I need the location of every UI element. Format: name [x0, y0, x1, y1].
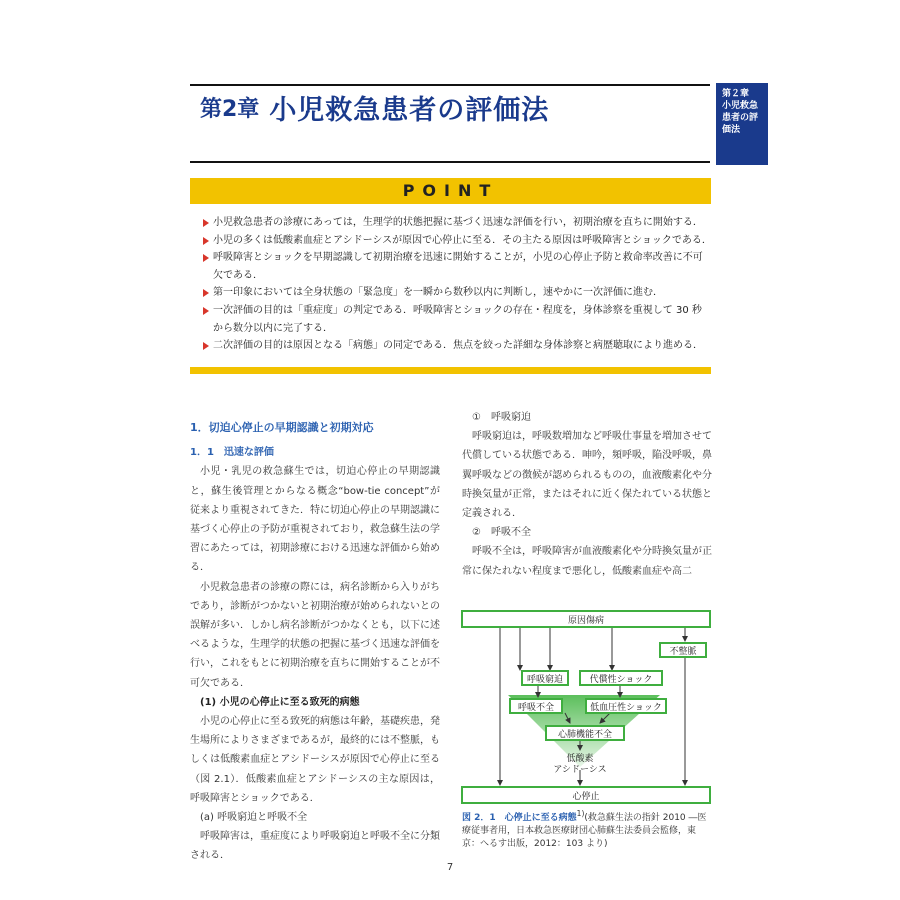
side-tab-line: 患者の評 — [722, 113, 759, 123]
point-item-text: 小児救急患者の診療にあっては，生理学的状態把握に基づく迅速な評価を行い，初期治療を直ちに開始する． — [213, 217, 703, 228]
side-tab-line: 小児救急 — [722, 101, 759, 111]
figure-caption — [462, 807, 712, 851]
point-item — [203, 214, 708, 232]
point-item — [203, 249, 708, 284]
cardiopulmonary-failure-label: 心肺機能不全 — [557, 730, 613, 740]
point-item-text: 呼吸障害とショックを早期認識して初期治療を迅速に開始することが，小児の心停止予防と救命率改善に不可欠である． — [213, 252, 703, 281]
point-item — [203, 302, 708, 337]
point-item-text: 一次評価の目的は「重症度」の判定である．呼吸障害とショックの存在・程度を，身体診察を重視して 30 秒から数分以内に完了する． — [213, 304, 702, 334]
point-item-text: 二次評価の目的は原因となる「病態」の同定である．焦点を絞った詳細な身体診察と病歴聴取により進める． — [213, 340, 703, 352]
right-column — [462, 408, 712, 581]
red-triangle-icon — [203, 307, 209, 315]
cardiac-arrest-pathway-diagram — [460, 605, 712, 805]
point-item — [203, 284, 708, 302]
point-title: POINT — [402, 181, 499, 200]
item-heading: ② 呼吸不全 — [472, 527, 531, 539]
chapter-name: 小児救急患者の評価法 — [269, 95, 550, 126]
red-triangle-icon — [203, 219, 209, 227]
chapter-side-tab — [716, 83, 768, 165]
subsection-heading: 1．1 迅速な評価 — [190, 447, 274, 459]
point-item — [203, 337, 708, 355]
caption-label: 図 2．1 心停止に至る病態 — [462, 813, 577, 823]
point-item-text: 第一印象においては全身状態の「緊急度」を一瞬から数秒以内に判断し，速やかに一次評価に進む． — [213, 287, 663, 299]
chapter-title — [200, 88, 549, 128]
chapter-number: 第2章 — [200, 97, 260, 122]
paragraph: 呼吸障害は，重症度により呼吸窮迫と呼吸不全に分類される． — [190, 831, 440, 862]
side-tab-line: 第２章 — [722, 89, 750, 99]
resp-distress-label: 呼吸窮迫 — [526, 675, 564, 685]
cause-label: 原因傷病 — [567, 616, 605, 626]
left-column — [190, 418, 440, 866]
point-banner — [190, 178, 711, 204]
paragraph: 呼吸窮迫は，呼吸数増加など呼吸仕事量を増加させて代償している状態である．呻吟，頻呼吸，陥没呼吸，鼻翼呼吸などの徴候が認められるものの，血液酸素化や分時換気量が正常，またはそれに近く保たれている状態と定義される． — [462, 431, 712, 520]
sub-heading-a: (a) 呼吸窮迫と呼吸不全 — [200, 812, 308, 824]
paragraph: 呼吸不全は，呼吸障害が血液酸素化や分時換気量が正常に保たれない程度まで悪化し，低酸素血症や高二 — [462, 546, 712, 577]
header-bottom-rule — [190, 161, 710, 163]
caption-text: (救急蘇生法の指針 2010 ―医療従事者用，日本救急医療財団心肺蘇生法委員会監修，東京：へるす出版，2012：103 より) — [462, 813, 707, 849]
item-heading: ① 呼吸窮迫 — [472, 412, 531, 423]
arrhythmia-label: 不整脈 — [669, 647, 697, 657]
bold-heading: (1) 小児の心停止に至る致死的病態 — [200, 696, 360, 708]
red-triangle-icon — [203, 254, 209, 262]
caption-ref: 1) — [576, 809, 585, 818]
paragraph: 小児救急患者の診療の際には，病名診断から入りがちであり，診断がつかないと初期治療が始められないとの誤解が多い．しかし病名診断がつかなくとも，以下に述べるような，生理学的状態の把握に基づく迅速な評価を行い，これをもとに初期治療を直ちに開始することが不可欠である． — [190, 581, 440, 689]
point-list — [203, 214, 712, 355]
compensated-shock-label: 代償性ショック — [589, 675, 653, 685]
resp-failure-label: 呼吸不全 — [517, 703, 555, 713]
red-triangle-icon — [203, 289, 209, 297]
acidosis-label: アシドーシス — [553, 765, 607, 775]
point-item — [203, 232, 712, 250]
section-heading: 1．切迫心停止の早期認識と初期対応 — [190, 421, 374, 434]
red-triangle-icon — [203, 237, 209, 245]
arrest-label: 心停止 — [572, 792, 600, 802]
hypotensive-shock-label: 低血圧性ショック — [590, 703, 662, 713]
side-tab-line: 価法 — [722, 125, 741, 135]
paragraph: 小児・乳児の救急蘇生では，切迫心停止の早期認識と，蘇生後管理とからなる概念“bow-tie concept”が従来より重視されてきた．特に切迫心停止の早期認識に基づく心停止の予防が重視されており，救急蘇生法の学習にあたっては，初期診療における迅速な評価から始める． — [190, 466, 440, 574]
paragraph: 小児の心停止に至る致死的病態は年齢，基礎疾患，発生場所によりさまざまであるが，最終的には不整脈，もしくは低酸素血症とアシドーシスが原因で心停止に至る（図 2.1）．低酸素血症とアシドーシスの主な原因は，呼吸障害とショックである． — [190, 716, 440, 804]
point-item-text: 小児の多くは低酸素血症とアシドーシスが原因で心停止に至る．その主たる原因は呼吸障害とショックである． — [213, 234, 712, 246]
point-bottom-bar — [190, 367, 711, 374]
hypoxia-label: 低酸素 — [566, 754, 594, 764]
header-top-rule — [190, 84, 710, 86]
page-number: 7 — [446, 862, 454, 873]
red-triangle-icon — [203, 342, 209, 350]
